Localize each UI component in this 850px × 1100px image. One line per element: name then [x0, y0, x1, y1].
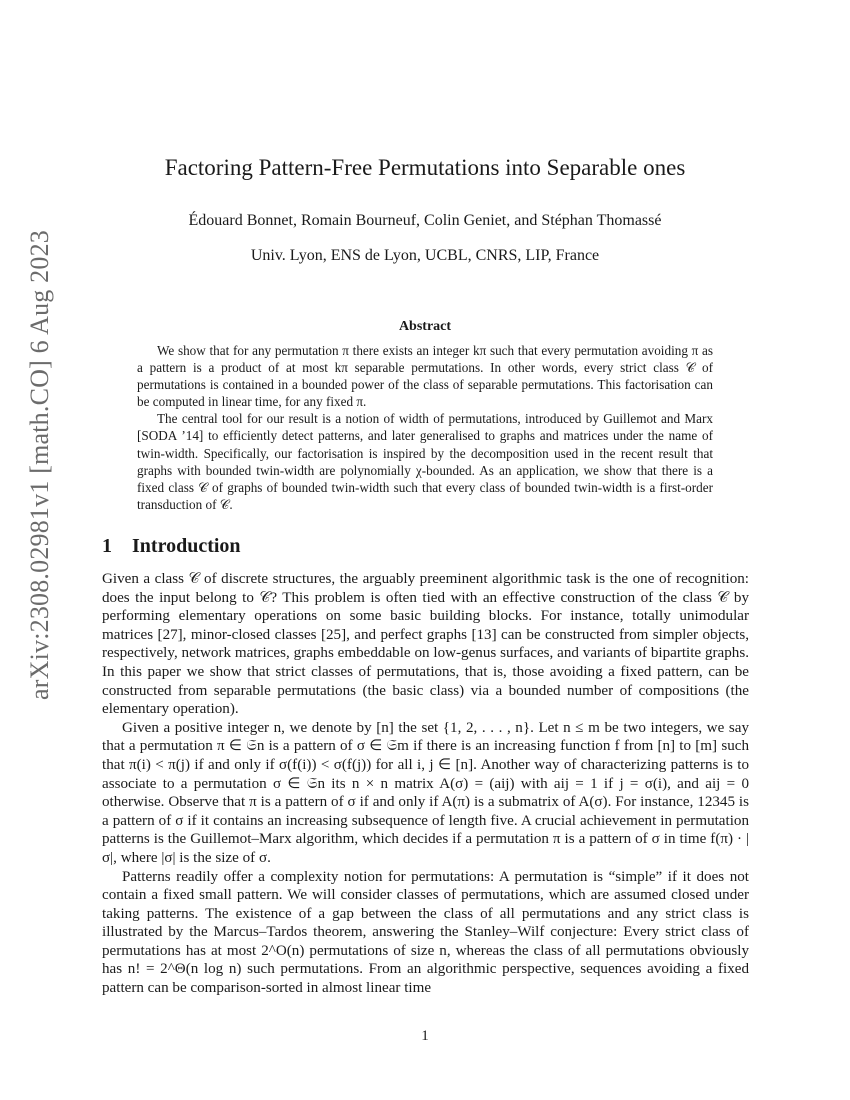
- arxiv-identifier: arXiv:2308.02981v1 [math.CO] 6 Aug 2023: [25, 230, 54, 700]
- abstract-paragraph: We show that for any permutation π there exists an integer kπ such that every permutation avoiding π as a pattern is a product of at most kπ separable permutations. In other words, every strict class 𝒞 of permutations is contained in a bounded power of the class of separable permutations. This factorisation can be computed in linear time, for any fixed π.: [137, 343, 713, 410]
- body-paragraph: Given a class 𝒞 of discrete structures, the arguably preeminent algorithmic task is the one of recognition: does the input belong to 𝒞? This problem is often tied with an effective construction of the class 𝒞 by performing elementary operations on some basic building blocks. For instance, totally unimodular matrices [27], minor-closed classes [25], and perfect graphs [13] can be constructed from simpler objects, respectively, network matrices, graphs embeddable on low-genus surfaces, and variants of bipartite graphs. In this paper we show that strict classes of permutations, that is, those avoiding a fixed pattern, can be constructed from separable permutations (the basic class) via a bounded number of compositions (the elementary operation).: [102, 571, 749, 718]
- author-list: Édouard Bonnet, Romain Bourneuf, Colin Geniet, and Stéphan Thomassé: [188, 212, 662, 229]
- page-number: 1: [421, 1028, 429, 1044]
- abstract-paragraph: The central tool for our result is a notion of width of permutations, introduced by Guillemot and Marx [SODA ’14] to efficiently detect patterns, and later generalised to graphs and matrices under the name of twin-width. Specifically, our factorisation is inspired by the decomposition used in the recent result that graphs with bounded twin-width are polynomially χ-bounded. As an application, we show that there is a fixed class 𝒞 of graphs of bounded twin-width such that every class of bounded twin-width is a first-order transduction of 𝒞.: [137, 411, 713, 512]
- section-heading: [102, 533, 241, 559]
- section-body: [102, 570, 749, 998]
- body-paragraph: Given a positive integer n, we denote by [n] the set {1, 2, . . . , n}. Let n ≤ m be two integers, we say that a permutation π ∈ 𝔖n is a pattern of σ ∈ 𝔖m if there is an increasing function f from [n] to [m] such that π(i) < π(j) if and only if σ(f(i)) < σ(f(j)) for all i, j ∈ [n]. Another way of characterizing patterns is to associate to a permutation σ ∈ 𝔖n its n × n matrix A(σ) = (aij) with aij = 1 if j = σ(i), and aij = 0 otherwise. Observe that π is a pattern of σ if and only if A(π) is a submatrix of A(σ). For instance, 12345 is a pattern of σ if it contains an increasing subsequence of length five. A crucial achievement in permutation patterns is the Guillemot–Marx algorithm, which decides if a permutation π is a pattern of σ in time f(π) · |σ|, where |σ| is the size of σ.: [102, 719, 749, 866]
- paper-title: Factoring Pattern-Free Permutations into Separable ones: [164, 155, 686, 180]
- arxiv-margin-stamp: [18, 230, 62, 700]
- section-title: Introduction: [132, 535, 241, 557]
- section-number: 1: [102, 535, 112, 557]
- body-paragraph: Patterns readily offer a complexity notion for permutations: A permutation is “simple” if it does not contain a fixed small pattern. We will consider classes of permutations, which are assumed closed under taking patterns. The existence of a gap between the class of all permutations and any strict class is illustrated by the Marcus–Tardos theorem, answering the Stanley–Wilf conjecture: Every strict class of permutations has at most 2^O(n) permutations of size n, whereas the class of all permutations obviously has n! = 2^Θ(n log n) such permutations. From an algorithmic perspective, sequences avoiding a fixed pattern can be comparison-sorted in almost linear time: [102, 868, 749, 997]
- abstract-body: [137, 342, 713, 513]
- affiliation: Univ. Lyon, ENS de Lyon, UCBL, CNRS, LIP, France: [250, 247, 600, 264]
- abstract-heading: Abstract: [398, 319, 452, 334]
